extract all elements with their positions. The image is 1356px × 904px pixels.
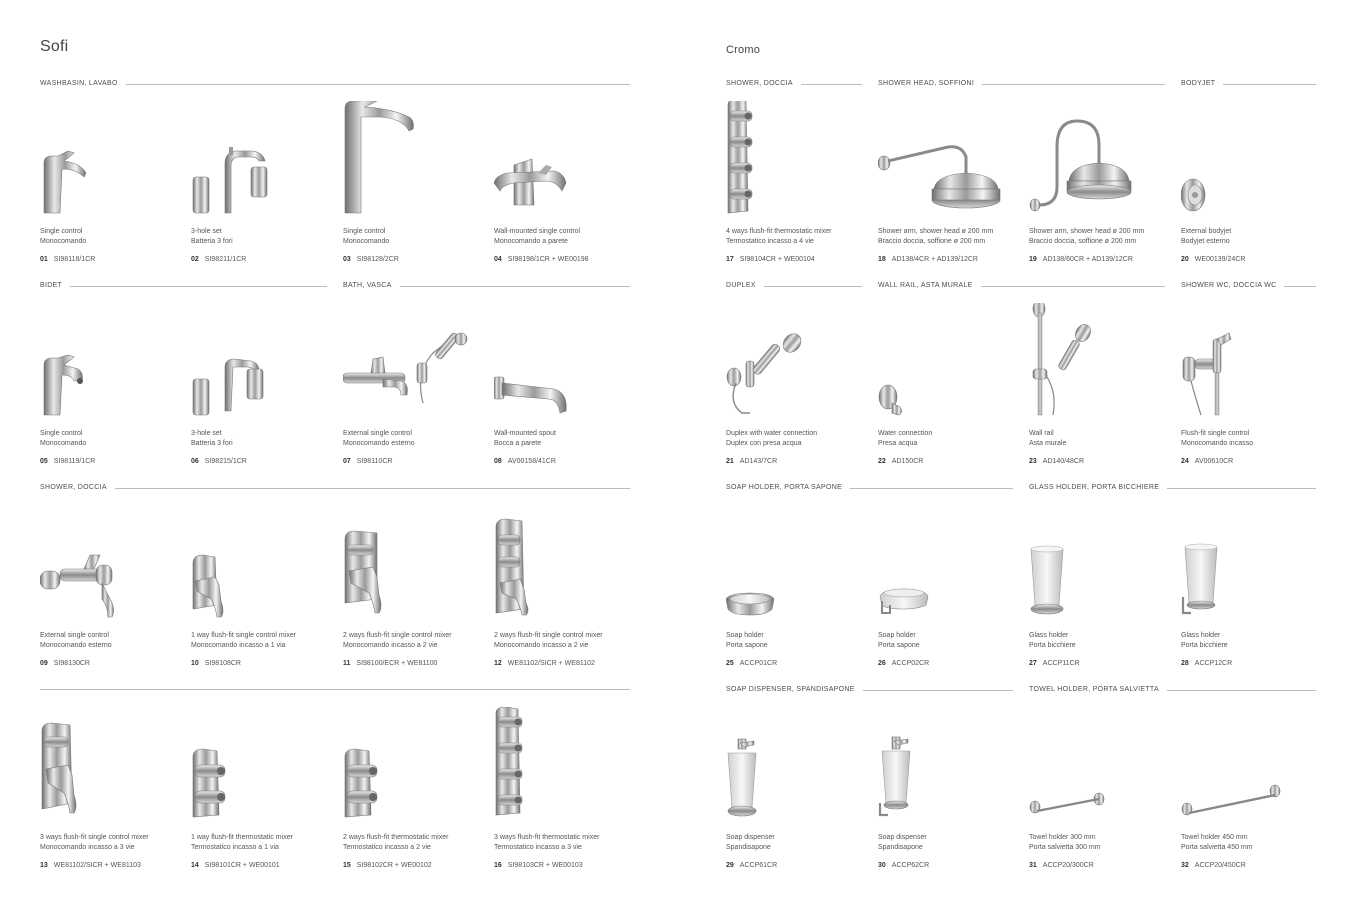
- product-name-it: Braccio doccia, soffione ø 200 mm: [1029, 238, 1137, 245]
- page-title-left: Sofi: [40, 38, 69, 55]
- section-soap-dispenser: SOAP DISPENSER, SPANDISAPONE: [726, 684, 1013, 696]
- product-name-en: Duplex with water connection: [726, 430, 818, 437]
- product-card[interactable]: [40, 707, 180, 869]
- product-name-en: Single control: [40, 430, 83, 437]
- product-name-it: Presa acqua: [878, 440, 918, 447]
- product-name-it: Porta bicchiere: [1181, 642, 1228, 649]
- product-name-it: Monocomando esterno: [40, 642, 112, 649]
- product-name-en: Wall-mounted single control: [494, 228, 581, 235]
- product-name-it: Monocomando incasso a 1 via: [191, 642, 286, 649]
- section-shower-left: SHOWER, DOCCIA: [40, 482, 630, 494]
- glass-icon: [1029, 505, 1159, 625]
- product-card[interactable]: [1181, 303, 1321, 465]
- product-name-it: Spandisapone: [878, 844, 923, 851]
- product-card[interactable]: [1029, 707, 1169, 869]
- product-code: 04 SI98198/1CR + WE00198: [494, 256, 589, 263]
- section-shower-head: SHOWER HEAD, SOFFIONI: [878, 78, 1165, 90]
- product-name-en: Soap holder: [878, 632, 916, 639]
- product-name-it: Monocomando incasso: [1181, 440, 1253, 447]
- product-card[interactable]: [726, 101, 866, 263]
- wall-spout-icon: [494, 303, 624, 423]
- water-connection-icon: [878, 303, 1008, 423]
- thermostatic-icon: [343, 707, 473, 827]
- product-card[interactable]: [1181, 505, 1321, 667]
- product-card[interactable]: [1181, 707, 1321, 869]
- section-glass-holder: GLASS HOLDER, PORTA BICCHIERE: [1029, 482, 1316, 494]
- product-code: 15 SI98102CR + WE00102: [343, 862, 432, 869]
- section-washbasin: WASHBASIN, LAVABO: [40, 78, 630, 90]
- bidet-mixer-icon: [40, 303, 170, 423]
- product-code: 30 ACCP62CR: [878, 862, 930, 869]
- section-duplex: DUPLEX: [726, 280, 862, 292]
- product-name-en: Single control: [343, 228, 386, 235]
- towel-bar-icon: [1029, 707, 1159, 827]
- product-card[interactable]: [191, 505, 331, 667]
- section-wall-rail: WALL RAIL, ASTA MURALE: [878, 280, 1165, 292]
- gooseneck-shower-head-icon: [1029, 101, 1159, 221]
- product-name-en: 1 way flush-fit single control mixer: [191, 632, 297, 639]
- product-code: 10 SI98108CR: [191, 660, 241, 667]
- product-name-en: 4 ways flush-fit thermostatic mixer: [726, 228, 832, 235]
- basin-mixer-icon: [40, 101, 170, 221]
- duplex-icon: [726, 303, 856, 423]
- product-name-it: Batteria 3 fori: [191, 238, 233, 245]
- product-name-it: Porta bicchiere: [1029, 642, 1076, 649]
- section-shower-right: SHOWER, DOCCIA: [726, 78, 862, 90]
- shower-head-icon: [878, 101, 1008, 221]
- product-card[interactable]: [726, 707, 866, 869]
- product-card[interactable]: [1029, 101, 1169, 263]
- product-name-en: Shower arm, shower head ø 200 mm: [878, 228, 994, 235]
- soap-dispenser-wall-icon: [878, 707, 1008, 827]
- product-code: 18 AD138/4CR + AD139/12CR: [878, 256, 978, 263]
- section-towel-holder: TOWEL HOLDER, PORTA SALVIETTA: [1029, 684, 1316, 696]
- product-name-it: Porta sapone: [878, 642, 920, 649]
- product-name-it: Batteria 3 fori: [191, 440, 233, 447]
- product-name-en: External single control: [40, 632, 109, 639]
- product-code: 09 SI98130CR: [40, 660, 90, 667]
- wall-rail-icon: [1029, 303, 1159, 423]
- product-name-it: Braccio doccia, soffione ø 200 mm: [878, 238, 986, 245]
- product-name-en: Flush-fit single control: [1181, 430, 1250, 437]
- bath-mixer-icon: [343, 303, 473, 423]
- product-name-it: Termostatico incasso a 4 vie: [726, 238, 814, 245]
- product-card[interactable]: [343, 101, 483, 263]
- product-name-en: External single control: [343, 430, 412, 437]
- product-card[interactable]: [1181, 101, 1321, 263]
- product-card[interactable]: [343, 303, 483, 465]
- soap-dish-icon: [726, 505, 856, 625]
- flush-mixer-2-icon: [494, 505, 624, 625]
- product-code: 17 SI98104CR + WE00104: [726, 256, 815, 263]
- product-name-it: Asta murale: [1029, 440, 1067, 447]
- product-card[interactable]: [343, 707, 483, 869]
- product-name-it: Porta salvietta 450 mm: [1181, 844, 1253, 851]
- product-name-it: Spandisapone: [726, 844, 771, 851]
- product-code: 23 AD140/48CR: [1029, 458, 1085, 465]
- product-code: 05 SI98119/1CR: [40, 458, 96, 465]
- product-card[interactable]: [191, 303, 331, 465]
- product-card[interactable]: [40, 101, 180, 263]
- product-name-en: Soap dispenser: [726, 834, 775, 841]
- product-code: 07 SI98110CR: [343, 458, 393, 465]
- product-name-it: Monocomando incasso a 3 vie: [40, 844, 135, 851]
- three-hole-set-icon: [191, 303, 321, 423]
- product-card[interactable]: [1029, 505, 1169, 667]
- product-name-it: Termostatico incasso a 1 via: [191, 844, 279, 851]
- product-code: 24 AV00610CR: [1181, 458, 1234, 465]
- product-name-it: Termostatico incasso a 3 vie: [494, 844, 582, 851]
- product-code: 13 WE81102/SICR + WE81103: [40, 862, 141, 869]
- product-name-en: 3-hole set: [191, 430, 222, 437]
- product-card[interactable]: [878, 101, 1018, 263]
- product-name-en: Single control: [40, 228, 83, 235]
- product-card[interactable]: [494, 303, 634, 465]
- section-divider: [40, 683, 630, 695]
- bodyjet-icon: [1181, 101, 1311, 221]
- product-name-it: Monocomando esterno: [343, 440, 415, 447]
- product-name-it: Bocca a parete: [494, 440, 542, 447]
- flush-mixer-2-icon: [343, 505, 473, 625]
- product-name-it: Monocomando: [343, 238, 390, 245]
- product-name-en: Glass holder: [1181, 632, 1221, 639]
- product-code: 01 SI98118/1CR: [40, 256, 96, 263]
- product-code: 27 ACCP11CR: [1029, 660, 1080, 667]
- glass-wall-icon: [1181, 505, 1311, 625]
- shower-wc-icon: [1181, 303, 1311, 423]
- three-hole-set-icon: [191, 101, 321, 221]
- product-code: 31 ACCP20/300CR: [1029, 862, 1094, 869]
- product-code: 12 WE81102/SICR + WE81102: [494, 660, 595, 667]
- shower-mixer-icon: [40, 505, 170, 625]
- product-card[interactable]: [40, 303, 180, 465]
- product-code: 11 SI98100/ECR + WE81100: [343, 660, 438, 667]
- product-card[interactable]: [343, 505, 483, 667]
- soap-dispenser-icon: [726, 707, 856, 827]
- flush-mixer-icon: [191, 505, 321, 625]
- product-name-en: Wall rail: [1029, 430, 1054, 437]
- product-code: 20 WE00139/24CR: [1181, 256, 1246, 263]
- product-name-en: 1 way flush-fit thermostatic mixer: [191, 834, 293, 841]
- product-code: 19 AD138/60CR + AD139/12CR: [1029, 256, 1133, 263]
- product-code: 08 AV00158/41CR: [494, 458, 556, 465]
- product-name-it: Monocomando incasso a 2 vie: [343, 642, 438, 649]
- product-name-en: 2 ways flush-fit thermostatic mixer: [343, 834, 449, 841]
- product-name-en: Shower arm, shower head ø 200 mm: [1029, 228, 1145, 235]
- product-card[interactable]: [878, 707, 1018, 869]
- product-name-it: Porta sapone: [726, 642, 768, 649]
- product-code: 26 ACCP02CR: [878, 660, 930, 667]
- product-name-it: Porta salvietta 300 mm: [1029, 844, 1101, 851]
- section-bodyjet: BODYJET: [1181, 78, 1316, 90]
- wall-mixer-icon: [494, 101, 624, 221]
- product-code: 28 ACCP12CR: [1181, 660, 1233, 667]
- product-name-it: Monocomando: [40, 440, 87, 447]
- product-name-en: 3 ways flush-fit thermostatic mixer: [494, 834, 600, 841]
- product-name-en: Towel holder 450 mm: [1181, 834, 1248, 841]
- product-name-en: External bodyjet: [1181, 228, 1232, 235]
- product-name-en: 3-hole set: [191, 228, 222, 235]
- product-name-en: Soap dispenser: [878, 834, 927, 841]
- product-name-en: 3 ways flush-fit single control mixer: [40, 834, 149, 841]
- product-card[interactable]: [191, 101, 331, 263]
- product-card[interactable]: [494, 101, 634, 263]
- thermostatic-4-icon: [494, 707, 624, 827]
- product-name-it: Monocomando incasso a 2 vie: [494, 642, 589, 649]
- product-code: 25 ACCP01CR: [726, 660, 778, 667]
- product-card[interactable]: [1029, 303, 1169, 465]
- product-name-it: Duplex con presa acqua: [726, 440, 802, 447]
- product-code: 03 SI98128/2CR: [343, 256, 399, 263]
- section-bidet: BIDET: [40, 280, 327, 292]
- product-name-en: Glass holder: [1029, 632, 1069, 639]
- section-shower-wc: SHOWER WC, DOCCIA WC: [1181, 280, 1316, 292]
- towel-bar-long-icon: [1181, 707, 1311, 827]
- product-code: 02 SI98211/1CR: [191, 256, 247, 263]
- product-code: 32 ACCP20/450CR: [1181, 862, 1246, 869]
- product-code: 22 AD150CR: [878, 458, 924, 465]
- product-name-it: Monocomando: [40, 238, 87, 245]
- product-code: 29 ACCP61CR: [726, 862, 778, 869]
- product-name-en: Soap holder: [726, 632, 764, 639]
- thermostatic-4-icon: [726, 101, 856, 221]
- product-name-it: Monocomando a parete: [494, 238, 568, 245]
- product-card[interactable]: [494, 707, 634, 869]
- product-code: 14 SI98101CR + WE00101: [191, 862, 280, 869]
- section-soap-holder: SOAP HOLDER, PORTA SAPONE: [726, 482, 1013, 494]
- product-card[interactable]: [726, 505, 866, 667]
- product-name-en: 2 ways flush-fit single control mixer: [343, 632, 452, 639]
- product-name-it: Bodyjet esterno: [1181, 238, 1230, 245]
- product-code: 06 SI98215/1CR: [191, 458, 247, 465]
- product-card[interactable]: [191, 707, 331, 869]
- product-name-en: 2 ways flush-fit single control mixer: [494, 632, 603, 639]
- tall-basin-mixer-icon: [343, 101, 473, 221]
- product-card[interactable]: [726, 303, 866, 465]
- product-card[interactable]: [878, 303, 1018, 465]
- product-name-en: Wall-mounted spout: [494, 430, 556, 437]
- flush-mixer-3-icon: [40, 707, 170, 827]
- page-title-right: Cromo: [726, 44, 761, 56]
- product-card[interactable]: [494, 505, 634, 667]
- soap-dish-wall-icon: [878, 505, 1008, 625]
- product-card[interactable]: [878, 505, 1018, 667]
- product-code: 21 AD143/7CR: [726, 458, 778, 465]
- product-name-en: Water connection: [878, 430, 933, 437]
- section-bath: BATH, VASCA: [343, 280, 630, 292]
- thermostatic-icon: [191, 707, 321, 827]
- product-name-it: Termostatico incasso a 2 vie: [343, 844, 431, 851]
- product-name-en: Towel holder 300 mm: [1029, 834, 1096, 841]
- product-card[interactable]: [40, 505, 180, 667]
- product-code: 16 SI98103CR + WE00103: [494, 862, 583, 869]
